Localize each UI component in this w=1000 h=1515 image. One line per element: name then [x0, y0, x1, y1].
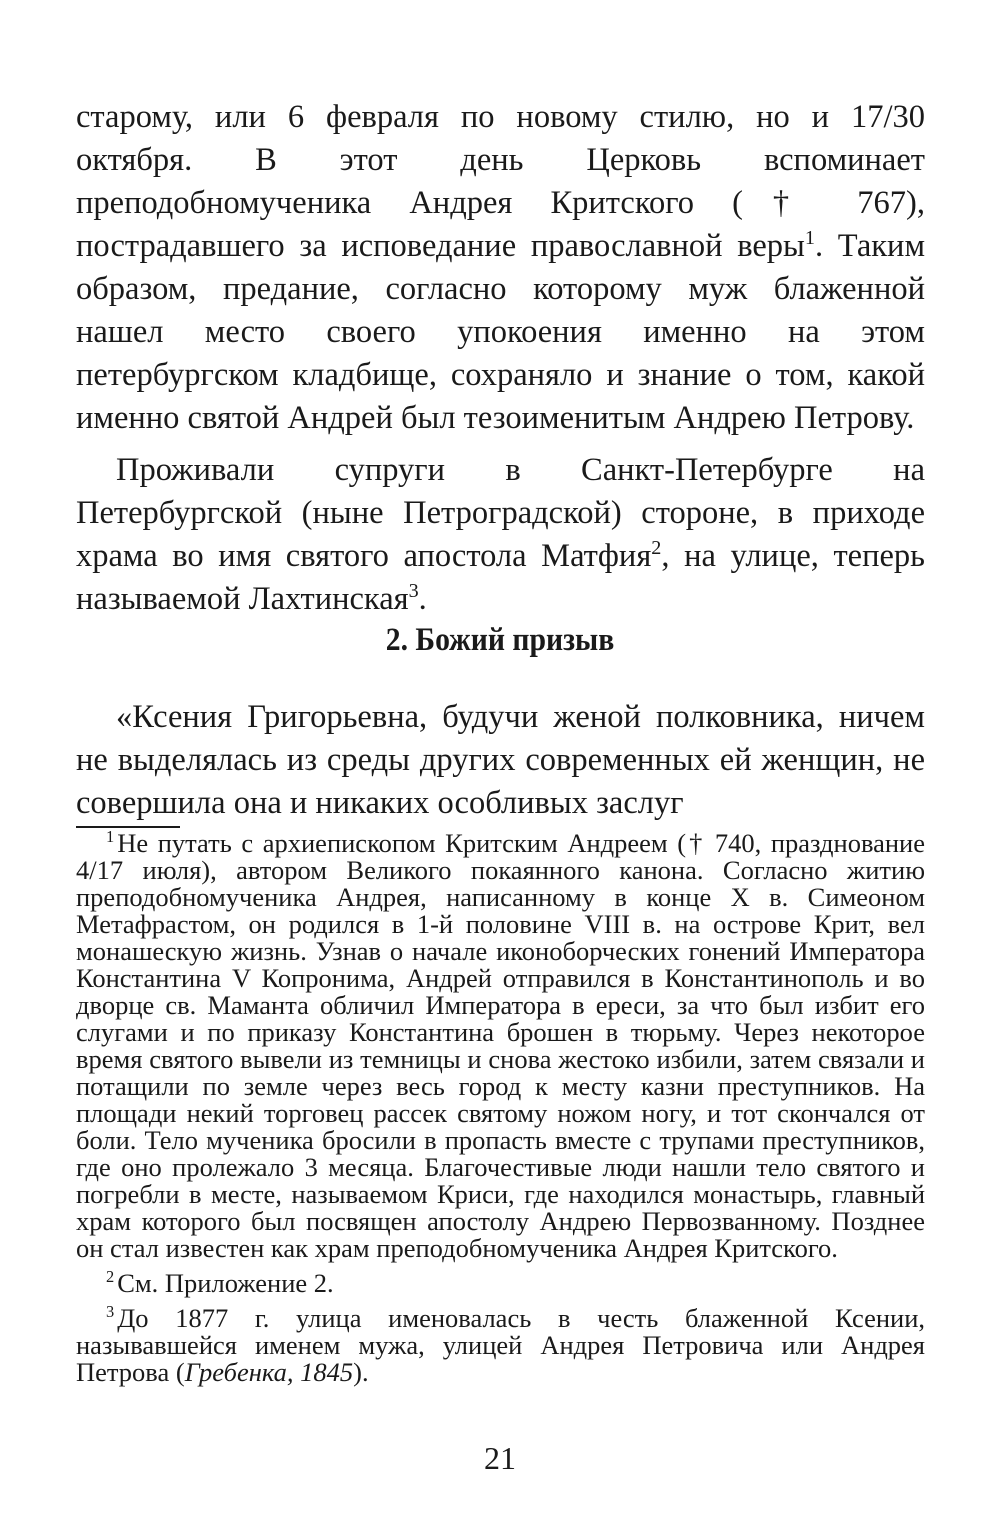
- footnote-text: См. Приложение 2.: [117, 1268, 334, 1298]
- footnote-text: Не путать с архиепископом Критским Андреем († 740, празднование 4/17 июля), автором Великого покаянного канона. Согласно житию преподобномученика Андрея, написанному в конце X в. Симеоном Метафрастом, он родился в 1-й половине VIII в. на острове Крит, вел монашескую жизнь. Узнав о начале иконоборческих гонений Императора Константина V Копронима, Андрей отправился в Константинополь и во дворце св. Маманта обличил Императора в ереси, за что был избит его слугами и по приказу Константина брошен в тюрьму. Через некоторое время святого вывели из темницы и снова жестоко избили, затем связали и потащили по земле через весь город к месту казни преступников. На площади некий торговец рассек святому ножом ногу, и тот скончался от боли. Тело мученика бросили в пропасть вместе с трупами преступников, где оно пролежало 3 месяца. Благочестивые люди нашли тело святого и погребли в месте, называемом Криси, где находился монастырь, главный храм которого был посвящен апостолу Андрею Первозванному. Позднее он стал известен как храм преподобномученика Андрея Критского.: [76, 828, 925, 1263]
- footnote-text: До 1877 г. улица именовалась в честь блаженной Ксении, называвшейся именем мужа, улицей Андрея Петровича или Андрея Петрова (: [76, 1303, 925, 1387]
- footnote-text-end: ).: [353, 1357, 369, 1387]
- page-number: 21: [484, 1440, 516, 1476]
- footnote-2: [76, 1267, 925, 1298]
- body-text: . Таким образом, предание, согласно которому муж блаженной нашел место своего упокоения именно на этом петербургском кладбище, сохраняло и знание о том, какой именно святой Андрей был тезоименитым Андрею Петрову.: [76, 228, 926, 436]
- footnote-mark: 3: [106, 1302, 115, 1322]
- body-text: Проживали супруги в Санкт-Петербурге на Петербургской (ныне Петроградской) стороне, в приходе храма во имя святого апостола Матфия: [76, 452, 925, 574]
- body-text: , на улице, теперь называемой Лахтинская: [76, 538, 925, 617]
- footnote-ref-3: 3: [408, 580, 419, 603]
- footnote-ref-2: 2: [651, 537, 662, 560]
- footnote-mark: 1: [106, 827, 115, 847]
- section-heading: 2. Божий призыв: [385, 622, 615, 658]
- footnote-citation: Гребенка, 1845: [184, 1357, 354, 1387]
- footnote-1: [76, 827, 925, 1263]
- section-paragraph-1: «Ксения Григорьевна, будучи женой полковника, ничем не выделялась из среды других современных ей женщин, не совершила она и никаких особливых заслуг: [76, 699, 925, 821]
- body-paragraph-2: [76, 449, 925, 621]
- body-text: старому, или 6 февраля по новому стилю, но и 17/30 октября. В этот день Церковь вспоминает преподобномученика Андрея Критского († 767), пострадавшего за исповедание православной веры: [76, 99, 925, 264]
- footnote-3: [76, 1302, 925, 1387]
- main-text: [76, 96, 925, 621]
- body-paragraph-1: [76, 96, 925, 440]
- footnote-mark: 2: [106, 1267, 115, 1287]
- footnotes: [76, 827, 925, 1387]
- footnote-ref-1: 1: [804, 227, 815, 250]
- body-text: .: [418, 581, 427, 617]
